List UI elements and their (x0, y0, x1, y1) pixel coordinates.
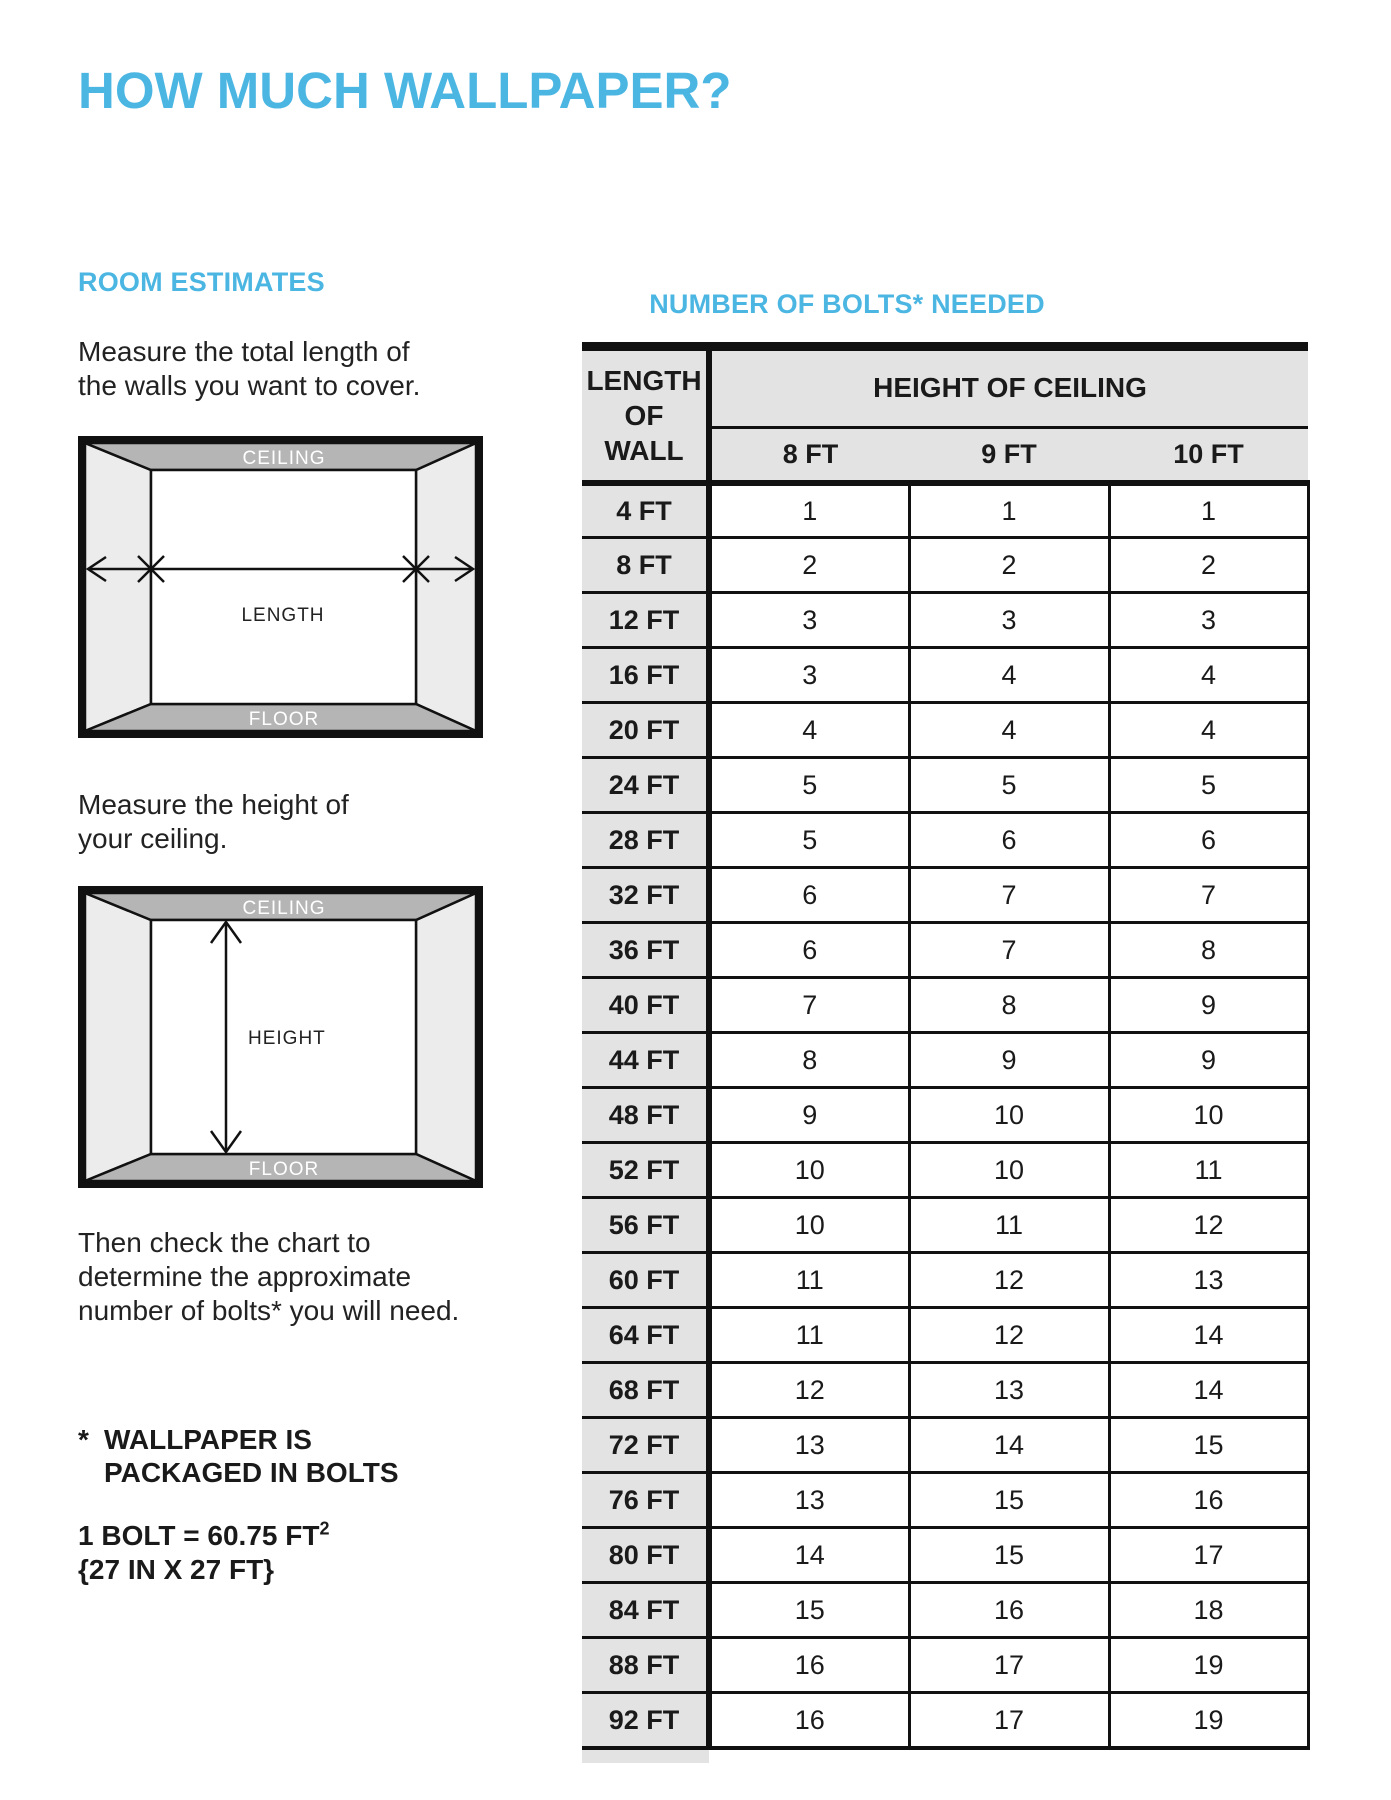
length-of-wall-header (582, 351, 709, 483)
footnote-line: WALLPAPER IS (104, 1424, 312, 1455)
room-length-diagram (78, 436, 483, 738)
wall-length-cell: 12 FT (582, 593, 709, 648)
bolt-count-cell: 14 (909, 1418, 1109, 1473)
bolt-count-cell: 1 (1109, 483, 1308, 538)
bolt-count-cell: 13 (909, 1363, 1109, 1418)
bolts-table (582, 351, 1310, 1750)
table-row (582, 813, 1308, 868)
table-row (582, 1198, 1308, 1253)
bolt-count-cell: 13 (709, 1473, 909, 1528)
bolt-equation-text: 1 BOLT = 60.75 FT (78, 1520, 320, 1551)
wall-length-cell: 8 FT (582, 538, 709, 593)
height-of-ceiling-header: HEIGHT OF CEILING (709, 351, 1308, 428)
asterisk: * (78, 1424, 89, 1455)
bolt-count-cell: 2 (909, 538, 1109, 593)
table-bottom-tab (582, 1750, 709, 1763)
bolt-count-cell: 3 (709, 593, 909, 648)
column-header-9ft: 9 FT (909, 427, 1109, 483)
table-row (582, 1253, 1308, 1308)
bolt-count-cell: 4 (1109, 648, 1308, 703)
table-row (582, 1583, 1308, 1638)
bolt-count-cell: 3 (909, 593, 1109, 648)
table-row (582, 1308, 1308, 1363)
table-row (582, 758, 1308, 813)
wall-length-cell: 88 FT (582, 1638, 709, 1693)
bolt-count-cell: 16 (709, 1638, 909, 1693)
bolt-count-cell: 16 (709, 1693, 909, 1748)
bolt-count-cell: 4 (909, 703, 1109, 758)
bolt-count-cell: 11 (709, 1253, 909, 1308)
left-wall (85, 893, 151, 1181)
right-wall (416, 893, 476, 1181)
bolt-count-cell: 4 (1109, 703, 1308, 758)
table-row (582, 1638, 1308, 1693)
wall-length-cell: 76 FT (582, 1473, 709, 1528)
bolt-count-cell: 5 (1109, 758, 1308, 813)
wall-length-cell: 40 FT (582, 978, 709, 1033)
bolt-count-cell: 3 (709, 648, 909, 703)
bolt-count-cell: 8 (1109, 923, 1308, 978)
bolt-count-cell: 6 (909, 813, 1109, 868)
bolt-count-cell: 9 (1109, 1033, 1308, 1088)
table-row (582, 1033, 1308, 1088)
bolt-count-cell: 7 (709, 978, 909, 1033)
bolt-count-cell: 13 (709, 1418, 909, 1473)
room-estimates-heading: ROOM ESTIMATES (78, 267, 325, 297)
table-row (582, 1693, 1308, 1748)
bolt-count-cell: 16 (909, 1583, 1109, 1638)
footnote-line: PACKAGED IN BOLTS (104, 1457, 399, 1488)
wall-length-cell: 56 FT (582, 1198, 709, 1253)
bolt-count-cell: 7 (909, 923, 1109, 978)
bolt-count-cell: 10 (909, 1143, 1109, 1198)
wall-length-cell: 32 FT (582, 868, 709, 923)
measure-length-paragraph (78, 335, 548, 403)
wall-length-cell: 48 FT (582, 1088, 709, 1143)
bolt-count-cell: 10 (909, 1088, 1109, 1143)
table-row (582, 1088, 1308, 1143)
paragraph-line: Then check the chart to (78, 1227, 371, 1258)
bolt-equation-line (78, 1519, 548, 1553)
length-label: LENGTH (241, 605, 325, 626)
paragraph-line: Measure the height of (78, 789, 349, 820)
bolt-count-cell: 12 (709, 1363, 909, 1418)
floor-label: FLOOR (248, 709, 320, 730)
table-row (582, 483, 1308, 538)
measure-height-paragraph (78, 788, 548, 856)
ceiling-label: CEILING (242, 448, 326, 469)
table-row (582, 538, 1308, 593)
wall-length-cell: 28 FT (582, 813, 709, 868)
room-height-diagram (78, 886, 483, 1188)
paragraph-line: determine the approximate (78, 1261, 412, 1292)
table-row (582, 1418, 1308, 1473)
bolt-count-cell: 15 (1109, 1418, 1308, 1473)
bolt-count-cell: 18 (1109, 1583, 1308, 1638)
bolt-count-cell: 15 (909, 1473, 1109, 1528)
bolt-count-cell: 11 (1109, 1143, 1308, 1198)
bolt-count-cell: 5 (909, 758, 1109, 813)
bolts-table-container (582, 342, 1308, 1763)
bolt-count-cell: 9 (1109, 978, 1308, 1033)
bolt-count-cell: 9 (709, 1088, 909, 1143)
bolt-count-cell: 8 (709, 1033, 909, 1088)
bolt-dimensions-line: {27 IN X 27 FT} (78, 1554, 275, 1585)
bolt-count-cell: 2 (1109, 538, 1308, 593)
bolt-count-cell: 1 (709, 483, 909, 538)
bolt-count-cell: 2 (709, 538, 909, 593)
wall-length-cell: 44 FT (582, 1033, 709, 1088)
bolt-count-cell: 19 (1109, 1693, 1308, 1748)
wall-length-cell: 4 FT (582, 483, 709, 538)
bolts-table-body (582, 483, 1308, 1748)
bolts-table-head (582, 351, 1308, 483)
ceiling-label: CEILING (242, 898, 326, 919)
bolt-count-cell: 17 (909, 1638, 1109, 1693)
bolt-count-cell: 10 (709, 1143, 909, 1198)
bolt-count-cell: 5 (709, 813, 909, 868)
bolt-count-cell: 13 (1109, 1253, 1308, 1308)
wall-length-cell: 52 FT (582, 1143, 709, 1198)
back-wall (151, 470, 416, 704)
page-title: HOW MUCH WALLPAPER? (78, 62, 732, 119)
table-row (582, 648, 1308, 703)
bolt-count-cell: 14 (709, 1528, 909, 1583)
bolt-count-cell: 12 (909, 1308, 1109, 1363)
bolt-count-cell: 14 (1109, 1363, 1308, 1418)
left-wall (85, 443, 151, 731)
bolt-count-cell: 6 (709, 923, 909, 978)
bolt-count-cell: 19 (1109, 1638, 1308, 1693)
bolt-count-cell: 10 (709, 1198, 909, 1253)
height-label: HEIGHT (248, 1028, 326, 1049)
wall-length-cell: 36 FT (582, 923, 709, 978)
bolt-count-cell: 17 (909, 1693, 1109, 1748)
table-top-bar (582, 342, 1308, 351)
table-row (582, 1143, 1308, 1198)
bolt-count-cell: 9 (909, 1033, 1109, 1088)
bolt-count-cell: 12 (1109, 1198, 1308, 1253)
corner-header-line: LENGTH (586, 364, 702, 396)
bolt-count-cell: 5 (709, 758, 909, 813)
bolt-count-cell: 7 (909, 868, 1109, 923)
bolt-count-cell: 6 (709, 868, 909, 923)
bolt-count-cell: 15 (909, 1528, 1109, 1583)
bolt-count-cell: 3 (1109, 593, 1308, 648)
bolt-count-cell: 16 (1109, 1473, 1308, 1528)
bolt-count-cell: 7 (1109, 868, 1308, 923)
table-row (582, 1528, 1308, 1583)
right-wall (416, 443, 476, 731)
bolt-count-cell: 4 (709, 703, 909, 758)
wall-length-cell: 16 FT (582, 648, 709, 703)
bolt-size-info (78, 1519, 548, 1587)
wall-length-cell: 92 FT (582, 1693, 709, 1748)
bolt-count-cell: 11 (909, 1198, 1109, 1253)
table-row (582, 1473, 1308, 1528)
check-chart-paragraph (78, 1226, 548, 1328)
wall-length-cell: 24 FT (582, 758, 709, 813)
paragraph-line: your ceiling. (78, 823, 228, 854)
column-header-10ft: 10 FT (1109, 427, 1308, 483)
table-row (582, 703, 1308, 758)
bolt-count-cell: 8 (909, 978, 1109, 1033)
bolts-needed-heading: NUMBER OF BOLTS* NEEDED (649, 289, 1045, 320)
squared-superscript: 2 (319, 1518, 330, 1539)
bolt-count-cell: 10 (1109, 1088, 1308, 1143)
corner-header-line: OF WALL (604, 399, 684, 466)
bolt-count-cell: 1 (909, 483, 1109, 538)
paragraph-line: the walls you want to cover. (78, 370, 421, 401)
wall-length-cell: 68 FT (582, 1363, 709, 1418)
bolts-table-section (582, 267, 1308, 1763)
wall-length-cell: 60 FT (582, 1253, 709, 1308)
bolt-count-cell: 6 (1109, 813, 1308, 868)
bolts-footnote (78, 1423, 548, 1489)
column-header-8ft: 8 FT (709, 427, 909, 483)
bolt-count-cell: 17 (1109, 1528, 1308, 1583)
content-columns (78, 267, 1391, 1763)
table-row (582, 978, 1308, 1033)
bolt-count-cell: 4 (909, 648, 1109, 703)
room-estimates-section (78, 267, 548, 1587)
paragraph-line: Measure the total length of (78, 336, 410, 367)
bolt-count-cell: 15 (709, 1583, 909, 1638)
table-row (582, 593, 1308, 648)
group-header-row (582, 351, 1308, 428)
wall-length-cell: 64 FT (582, 1308, 709, 1363)
table-row (582, 868, 1308, 923)
wall-length-cell: 72 FT (582, 1418, 709, 1473)
wall-length-cell: 20 FT (582, 703, 709, 758)
paragraph-line: number of bolts* you will need. (78, 1295, 460, 1326)
table-row (582, 1363, 1308, 1418)
wall-length-cell: 84 FT (582, 1583, 709, 1638)
bolt-count-cell: 12 (909, 1253, 1109, 1308)
floor-label: FLOOR (248, 1159, 320, 1180)
bolt-count-cell: 11 (709, 1308, 909, 1363)
bolt-count-cell: 14 (1109, 1308, 1308, 1363)
wall-length-cell: 80 FT (582, 1528, 709, 1583)
table-row (582, 923, 1308, 978)
